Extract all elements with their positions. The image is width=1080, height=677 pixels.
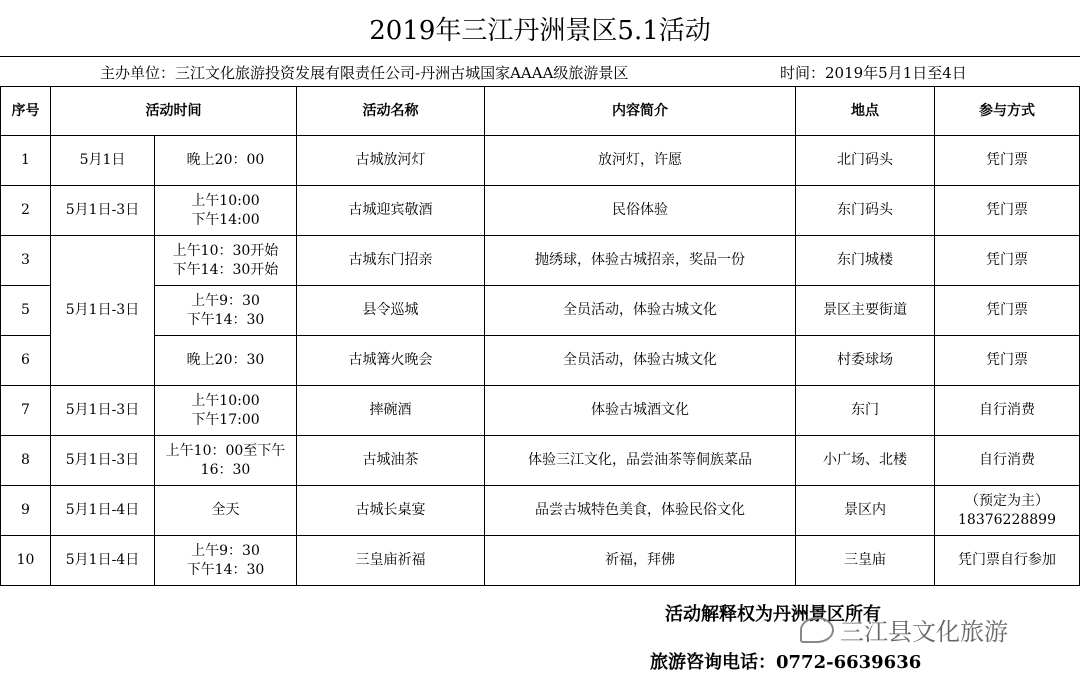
row-desc: 放河灯，许愿: [485, 136, 796, 186]
row-place: 景区内: [796, 486, 935, 536]
row-mode: 自行消费: [935, 436, 1080, 486]
header-name: 活动名称: [297, 87, 485, 136]
row-hours: 上午10:00 下午14:00: [155, 186, 297, 236]
row-date: 5月1日-4日: [51, 486, 155, 536]
row-no: 9: [1, 486, 51, 536]
row-name: 古城东门招亲: [297, 236, 485, 286]
row-desc: 民俗体验: [485, 186, 796, 236]
header-desc: 内容简介: [485, 87, 796, 136]
row-mode: 凭门票: [935, 336, 1080, 386]
table-header: [1, 87, 1080, 136]
row-no: 8: [1, 436, 51, 486]
header-mode: 参与方式: [935, 87, 1080, 136]
row-place: 东门码头: [796, 186, 935, 236]
row-name: 县令巡城: [297, 286, 485, 336]
row-desc: 抛绣球，体验古城招亲，奖品一份: [485, 236, 796, 286]
watermark: [800, 612, 1008, 647]
row-date: 5月1日: [51, 136, 155, 186]
row-no: 2: [1, 186, 51, 236]
table-row: [1, 136, 1080, 186]
row-place: 东门: [796, 386, 935, 436]
row-name: 古城油茶: [297, 436, 485, 486]
row-name: 摔碗酒: [297, 386, 485, 436]
header-time: 活动时间: [51, 87, 297, 136]
row-desc: 品尝古城特色美食，体验民俗文化: [485, 486, 796, 536]
row-desc: 体验三江文化，品尝油茶等侗族菜品: [485, 436, 796, 486]
row-name: 古城放河灯: [297, 136, 485, 186]
row-hours: 晚上20：30: [155, 336, 297, 386]
header-place: 地点: [796, 87, 935, 136]
row-name: 三皇庙祈福: [297, 536, 485, 586]
activity-table: [0, 86, 1080, 586]
row-hours: 上午9：30 下午14：30: [155, 536, 297, 586]
table-row: [1, 336, 1080, 386]
row-date: 5月1日-3日: [51, 436, 155, 486]
row-date: 5月1日-4日: [51, 536, 155, 586]
row-hours: 上午10：00至下午 16：30: [155, 436, 297, 486]
row-hours: 上午10：30开始 下午14：30开始: [155, 236, 297, 286]
row-desc: 体验古城酒文化: [485, 386, 796, 436]
row-mode: 凭门票自行参加: [935, 536, 1080, 586]
row-place: 小广场、北楼: [796, 436, 935, 486]
row-mode: 自行消费: [935, 386, 1080, 436]
row-mode: 凭门票: [935, 286, 1080, 336]
row-no: 5: [1, 286, 51, 336]
watermark-text: 三江县文化旅游: [840, 618, 1008, 646]
row-hours: 上午10:00 下午17:00: [155, 386, 297, 436]
row-name: 古城迎宾敬酒: [297, 186, 485, 236]
table-row: [1, 186, 1080, 236]
row-hours: 全天: [155, 486, 297, 536]
row-place: 景区主要街道: [796, 286, 935, 336]
row-mode: 凭门票: [935, 186, 1080, 236]
contact-phone: 旅游咨询电话：0772-6639636: [650, 652, 922, 673]
row-date: 5月1日-3日: [51, 236, 155, 386]
table-row: [1, 236, 1080, 286]
row-mode: 凭门票: [935, 236, 1080, 286]
event-period: 时间：2019年5月1日至4日: [780, 64, 967, 82]
wechat-icon: [800, 617, 834, 643]
subheader: [0, 56, 1080, 87]
row-no: 7: [1, 386, 51, 436]
row-place: 北门码头: [796, 136, 935, 186]
row-desc: 全员活动，体验古城文化: [485, 336, 796, 386]
table-row: [1, 486, 1080, 536]
row-mode: 凭门票: [935, 136, 1080, 186]
table-row: [1, 286, 1080, 336]
row-place: 东门城楼: [796, 236, 935, 286]
row-no: 6: [1, 336, 51, 386]
row-hours: 晚上20：00: [155, 136, 297, 186]
organizer: 主办单位：三江文化旅游投资发展有限责任公司-丹洲古城国家AAAA级旅游景区: [100, 64, 629, 82]
row-hours: 上午9：30 下午14：30: [155, 286, 297, 336]
table-row: [1, 536, 1080, 586]
row-no: 10: [1, 536, 51, 586]
rights-note: 活动解释权为丹洲景区所有: [665, 604, 881, 625]
row-place: 三皇庙: [796, 536, 935, 586]
row-desc: 全员活动，体验古城文化: [485, 286, 796, 336]
row-mode: （预定为主） 18376228899: [935, 486, 1080, 536]
header-no: 序号: [1, 87, 51, 136]
row-no: 1: [1, 136, 51, 186]
row-date: 5月1日-3日: [51, 386, 155, 436]
row-no: 3: [1, 236, 51, 286]
row-place: 村委球场: [796, 336, 935, 386]
table-row: [1, 386, 1080, 436]
row-name: 古城长桌宴: [297, 486, 485, 536]
row-date: 5月1日-3日: [51, 186, 155, 236]
row-name: 古城篝火晚会: [297, 336, 485, 386]
row-desc: 祈福，拜佛: [485, 536, 796, 586]
page-title: 2019年三江丹洲景区5.1活动: [0, 0, 1080, 57]
table-row: [1, 436, 1080, 486]
